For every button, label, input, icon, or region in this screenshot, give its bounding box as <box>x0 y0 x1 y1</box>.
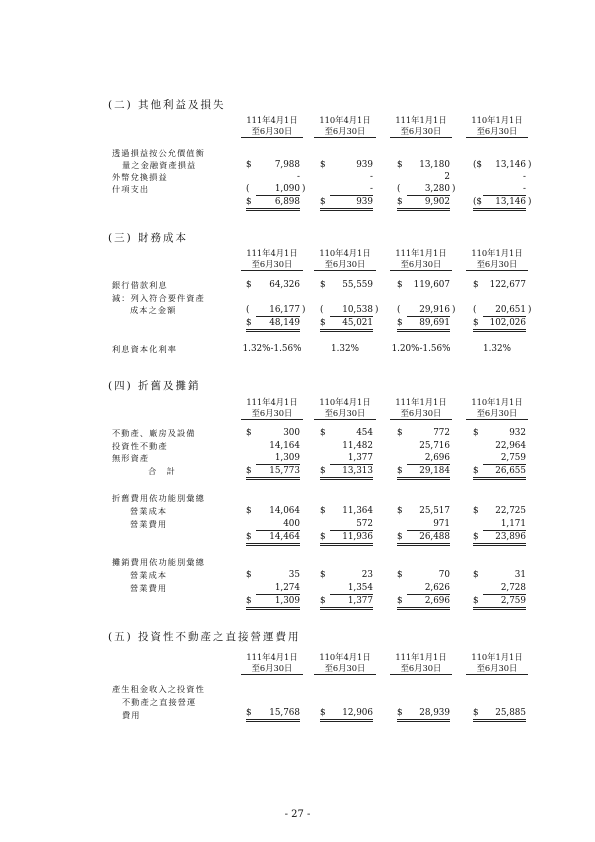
s5-header-3 <box>390 652 452 675</box>
s5-row-direct-op-currency-3: $ <box>397 708 403 718</box>
header-line2: 至6月30日 <box>390 663 452 675</box>
s4-row-investment-property-value-1: 14,164 <box>269 441 300 451</box>
s4-header-4 <box>466 397 528 420</box>
s2-row-fvtpl-value-4: 13,146 <box>495 160 526 170</box>
s5-row-direct-op-value-1: 15,768 <box>246 708 300 722</box>
s4-row-amort-expense-value-1: 1,274 <box>256 583 300 595</box>
s3-row-total-value-1: 48,149 <box>246 318 300 332</box>
row-label-capitalized-line2: 成本之金額 <box>130 305 177 315</box>
header-line2: 至6月30日 <box>466 259 528 271</box>
header-line1: 111年1月1日 <box>395 248 447 258</box>
s4-row-dep-cost-value-3: 25,517 <box>419 506 450 516</box>
s4-row-dep-total-value-4: 23,896 <box>473 532 526 546</box>
s3-row-total-currency-4: $ <box>473 318 479 328</box>
s2-row-fvtpl-currency-2: $ <box>320 160 326 170</box>
s4-row-ppe-value-2: 454 <box>356 428 373 438</box>
s4-row-total-currency-1: $ <box>246 466 252 476</box>
s2-row-misc-value-4: - <box>483 184 526 196</box>
row-label-investment-property: 投資性不動產 <box>112 441 168 451</box>
s4-row-intangibles-value-1: 1,309 <box>256 453 300 465</box>
s3-row-total-currency-1: $ <box>246 318 252 328</box>
s4-row-amort-expense-value-4: 2,728 <box>483 583 526 595</box>
s4-row-intangibles-value-2: 1,377 <box>330 453 373 465</box>
header-line2: 至6月30日 <box>241 408 303 420</box>
s2-row-total-value-4: 13,146 <box>473 197 526 211</box>
s2-header-2 <box>314 115 376 138</box>
row-label-ppe: 不動產、廠房及設備 <box>112 428 196 438</box>
s4-row-dep-total-currency-4: $ <box>473 532 479 542</box>
s2-row-fx-value-2: - <box>370 172 373 182</box>
s4-row-ppe-currency-3: $ <box>397 428 403 438</box>
s4-header-2 <box>314 397 376 420</box>
s5-row-direct-op-currency-1: $ <box>246 708 252 718</box>
s2-row-fx-value-1: - <box>297 172 300 182</box>
s4-row-amort-total-value-2: 1,377 <box>320 596 373 610</box>
s4-row-ppe-value-1: 300 <box>283 428 300 438</box>
s4-row-dep-cost-currency-1: $ <box>246 506 252 516</box>
s2-row-fvtpl-currency-3: $ <box>397 160 403 170</box>
s4-row-amort-cost-value-4: 31 <box>514 570 526 580</box>
s4-row-dep-total-value-2: 11,936 <box>320 532 373 546</box>
header-line2: 至6月30日 <box>241 126 303 138</box>
row-label-cap-rate: 利息資本化利率 <box>112 344 178 354</box>
s4-row-dep-expense-value-3: 971 <box>407 519 450 531</box>
header-line2: 至6月30日 <box>241 259 303 271</box>
s4-row-ppe-currency-1: $ <box>246 428 252 438</box>
s4-row-total-value-4: 26,655 <box>473 466 526 480</box>
s4-row-amort-cost-currency-4: $ <box>473 570 479 580</box>
header-line2: 至6月30日 <box>390 126 452 138</box>
s4-row-amort-total-currency-1: $ <box>246 596 252 606</box>
row-label-fvtpl-line1: 透過損益按公允價值衡 <box>112 148 205 158</box>
header-line1: 110年1月1日 <box>471 248 523 258</box>
s4-row-dep-cost-value-1: 14,064 <box>269 506 300 516</box>
s2-row-total-value-1: 6,898 <box>246 197 300 211</box>
s2-row-fvtpl-value-3: 13,180 <box>419 160 450 170</box>
header-line1: 111年4月1日 <box>246 248 298 258</box>
s3-row-capitalized-value-1: 16,177 <box>256 305 300 317</box>
s4-row-amort-expense-value-2: 1,354 <box>330 583 373 595</box>
s3-row-cap-rate-value-3: 1.20%-1.56% <box>391 344 451 354</box>
s2-header-3 <box>390 115 452 138</box>
header-line1: 110年4月1日 <box>319 397 371 407</box>
s3-row-capitalized-paren-close-1: ) <box>302 305 306 315</box>
header-line2: 至6月30日 <box>241 663 303 675</box>
s4-row-dep-expense-value-2: 572 <box>330 519 373 531</box>
s2-row-misc-paren-close-1: ) <box>302 184 306 194</box>
s2-row-fvtpl-value-2: 939 <box>356 160 373 170</box>
s3-row-interest-value-1: 64,326 <box>269 280 300 290</box>
s3-row-capitalized-paren-open-2: ( <box>320 305 324 315</box>
s2-row-misc-value-1: 1,090 <box>256 184 300 196</box>
s2-row-total-currency-3: $ <box>397 197 403 207</box>
s3-row-cap-rate-value-1: 1.32%-1.56% <box>242 344 302 354</box>
s3-row-total-value-4: 102,026 <box>473 318 526 332</box>
s4-row-total-currency-2: $ <box>320 466 326 476</box>
s2-row-misc-paren-close-3: ) <box>452 184 456 194</box>
section-title-finance-costs: (三) 財務成本 <box>108 232 189 244</box>
s5-row-direct-op-value-2: 12,906 <box>320 708 373 722</box>
header-line2: 至6月30日 <box>466 663 528 675</box>
s4-row-dep-total-currency-1: $ <box>246 532 252 542</box>
s3-row-total-value-3: 89,691 <box>397 318 450 332</box>
s2-row-total-value-2: 939 <box>320 197 373 211</box>
s3-header-1 <box>241 248 303 271</box>
header-line2: 至6月30日 <box>466 126 528 138</box>
s4-row-amort-cost-currency-2: $ <box>320 570 326 580</box>
s3-row-total-value-2: 45,021 <box>320 318 373 332</box>
s3-row-total-currency-2: $ <box>320 318 326 328</box>
s4-row-investment-property-value-3: 25,716 <box>419 441 450 451</box>
s4-row-amort-total-currency-2: $ <box>320 596 326 606</box>
s3-row-capitalized-value-4: 20,651 <box>483 305 526 317</box>
header-line1: 111年4月1日 <box>246 115 298 125</box>
s3-row-capitalized-paren-open-4: ( <box>473 305 477 315</box>
s2-row-fvtpl-paren-open-4: ($ <box>473 160 483 170</box>
s4-row-intangibles-value-3: 2,696 <box>407 453 450 465</box>
s4-row-amort-cost-currency-3: $ <box>397 570 403 580</box>
s4-row-total-value-3: 29,184 <box>397 466 450 480</box>
section-title-other-gains: (二) 其他利益及損失 <box>108 99 226 111</box>
s3-row-interest-currency-2: $ <box>320 280 326 290</box>
s4-row-intangibles-value-4: 2,759 <box>483 453 526 465</box>
s4-row-dep-cost-currency-3: $ <box>397 506 403 516</box>
s2-row-misc-paren-open-3: ( <box>397 184 401 194</box>
s2-row-fvtpl-currency-1: $ <box>246 160 252 170</box>
s4-row-dep-total-currency-3: $ <box>397 532 403 542</box>
s2-header-1 <box>241 115 303 138</box>
s4-header-3 <box>390 397 452 420</box>
s5-header-4 <box>466 652 528 675</box>
row-label-bank-interest: 銀行借款利息 <box>112 280 168 290</box>
row-label-fx: 外幣兌換損益 <box>112 172 168 182</box>
section-title-investment-property-expenses: (五) 投資性不動產之直接營運費用 <box>108 631 301 643</box>
s3-row-capitalized-value-3: 29,916 <box>407 305 450 317</box>
s3-header-2 <box>314 248 376 271</box>
s3-row-interest-currency-1: $ <box>246 280 252 290</box>
row-label-capitalized-line1: 減：列入符合要件資產 <box>112 293 205 303</box>
header-line1: 110年4月1日 <box>319 248 371 258</box>
header-line1: 110年1月1日 <box>471 652 523 662</box>
header-line2: 至6月30日 <box>390 259 452 271</box>
s4-row-investment-property-value-4: 22,964 <box>495 441 526 451</box>
header-line2: 至6月30日 <box>314 663 376 675</box>
s4-row-amort-cost-value-1: 35 <box>288 570 300 580</box>
s5-row-direct-op-currency-4: $ <box>473 708 479 718</box>
s3-row-cap-rate-value-4: 1.32% <box>483 344 511 354</box>
row-label-total: 合 計 <box>148 466 176 476</box>
s4-row-dep-expense-value-1: 400 <box>256 519 300 531</box>
s4-row-ppe-currency-2: $ <box>320 428 326 438</box>
header-line2: 至6月30日 <box>314 259 376 271</box>
s4-row-dep-total-currency-2: $ <box>320 532 326 542</box>
row-label-dep-by-function: 折舊費用依功能別彙總 <box>112 493 205 503</box>
s3-row-interest-value-4: 122,677 <box>489 280 526 290</box>
s4-row-amort-total-value-4: 2,759 <box>473 596 526 610</box>
header-line1: 110年4月1日 <box>319 115 371 125</box>
s4-row-dep-cost-value-4: 22,725 <box>495 506 526 516</box>
s4-row-dep-cost-currency-2: $ <box>320 506 326 516</box>
header-line1: 111年1月1日 <box>395 652 447 662</box>
s5-header-1 <box>241 652 303 675</box>
s2-row-total-paren-close-4: ) <box>528 197 532 207</box>
s3-header-4 <box>466 248 528 271</box>
s4-row-ppe-value-3: 772 <box>433 428 450 438</box>
s2-row-misc-paren-open-1: ( <box>246 184 250 194</box>
s3-row-total-currency-3: $ <box>397 318 403 328</box>
row-label-direct-op-line1: 產生租金收入之投資性 <box>112 684 205 694</box>
header-line1: 111年4月1日 <box>246 652 298 662</box>
s4-row-ppe-value-4: 932 <box>509 428 526 438</box>
s4-row-total-currency-4: $ <box>473 466 479 476</box>
s3-row-interest-value-3: 119,607 <box>413 280 450 290</box>
s4-row-ppe-currency-4: $ <box>473 428 479 438</box>
header-line2: 至6月30日 <box>466 408 528 420</box>
page-number: - 27 - <box>284 809 311 820</box>
s5-row-direct-op-value-4: 25,885 <box>473 708 526 722</box>
s4-row-dep-total-value-3: 26,488 <box>397 532 450 546</box>
s4-row-total-currency-3: $ <box>397 466 403 476</box>
s3-row-interest-currency-3: $ <box>397 280 403 290</box>
header-line1: 111年4月1日 <box>246 397 298 407</box>
s4-row-amort-expense-value-3: 2,626 <box>407 583 450 595</box>
s3-row-capitalized-paren-open-1: ( <box>246 305 250 315</box>
s5-header-2 <box>314 652 376 675</box>
s4-header-1 <box>241 397 303 420</box>
s2-row-fvtpl-paren-close-4: ) <box>528 160 532 170</box>
s2-row-total-currency-2: $ <box>320 197 326 207</box>
s4-row-dep-total-value-1: 14,464 <box>246 532 300 546</box>
header-line1: 111年1月1日 <box>395 397 447 407</box>
s4-row-dep-expense-value-4: 1,171 <box>483 519 526 531</box>
s5-row-direct-op-value-3: 28,939 <box>397 708 450 722</box>
header-line1: 110年4月1日 <box>319 652 371 662</box>
s4-row-amort-total-currency-4: $ <box>473 596 479 606</box>
s4-row-amort-total-currency-3: $ <box>397 596 403 606</box>
s4-row-amort-cost-currency-1: $ <box>246 570 252 580</box>
header-line1: 111年1月1日 <box>395 115 447 125</box>
row-label-dep-operating-cost: 營業成本 <box>130 506 168 516</box>
row-label-direct-op-line2: 不動產之直接營運 <box>122 697 197 707</box>
row-label-amort-operating-expense: 營業費用 <box>130 583 168 593</box>
s4-row-total-value-2: 13,313 <box>320 466 373 480</box>
s3-row-capitalized-paren-open-3: ( <box>397 305 401 315</box>
s4-row-amort-total-value-1: 1,309 <box>246 596 300 610</box>
row-label-intangibles: 無形資產 <box>112 453 150 463</box>
row-label-dep-operating-expense: 營業費用 <box>130 519 168 529</box>
s2-row-fx-value-3: 2 <box>444 172 450 182</box>
s3-row-interest-currency-4: $ <box>473 280 479 290</box>
s2-row-fvtpl-value-1: 7,988 <box>274 160 300 170</box>
s3-header-3 <box>390 248 452 271</box>
header-line1: 110年1月1日 <box>471 115 523 125</box>
s4-row-amort-total-value-3: 2,696 <box>397 596 450 610</box>
row-label-direct-op-line3: 費用 <box>122 710 141 720</box>
row-label-misc: 什項支出 <box>112 184 150 194</box>
s4-row-amort-cost-value-3: 70 <box>438 570 450 580</box>
row-label-amort-operating-cost: 營業成本 <box>130 570 168 580</box>
s4-row-total-value-1: 15,773 <box>246 466 300 480</box>
s2-row-total-currency-1: $ <box>246 197 252 207</box>
s3-row-capitalized-paren-close-3: ) <box>452 305 456 315</box>
header-line2: 至6月30日 <box>390 408 452 420</box>
header-line2: 至6月30日 <box>314 408 376 420</box>
s4-row-dep-cost-value-2: 11,364 <box>342 506 373 516</box>
s2-row-misc-value-3: 3,280 <box>407 184 450 196</box>
s4-row-investment-property-value-2: 11,482 <box>342 441 373 451</box>
s3-row-capitalized-value-2: 10,538 <box>330 305 373 317</box>
s2-row-misc-value-2: - <box>330 184 373 196</box>
section-title-depreciation: (四) 折舊及攤銷 <box>108 380 201 392</box>
header-line1: 110年1月1日 <box>471 397 523 407</box>
s2-row-total-value-3: 9,902 <box>397 197 450 211</box>
row-label-fvtpl-line2: 量之金融資產損益 <box>122 160 197 170</box>
header-line2: 至6月30日 <box>314 126 376 138</box>
s4-row-amort-cost-value-2: 23 <box>361 570 373 580</box>
s2-row-fx-value-4: - <box>523 172 526 182</box>
s3-row-capitalized-paren-close-4: ) <box>528 305 532 315</box>
s3-row-cap-rate-value-2: 1.32% <box>331 344 359 354</box>
s2-row-total-paren-open-4: ($ <box>473 197 483 207</box>
s5-row-direct-op-currency-2: $ <box>320 708 326 718</box>
s4-row-dep-cost-currency-4: $ <box>473 506 479 516</box>
s2-header-4 <box>466 115 528 138</box>
s3-row-interest-value-2: 55,559 <box>342 280 373 290</box>
row-label-amort-by-function: 攤銷費用依功能別彙總 <box>112 557 205 567</box>
s3-row-capitalized-paren-close-2: ) <box>375 305 379 315</box>
